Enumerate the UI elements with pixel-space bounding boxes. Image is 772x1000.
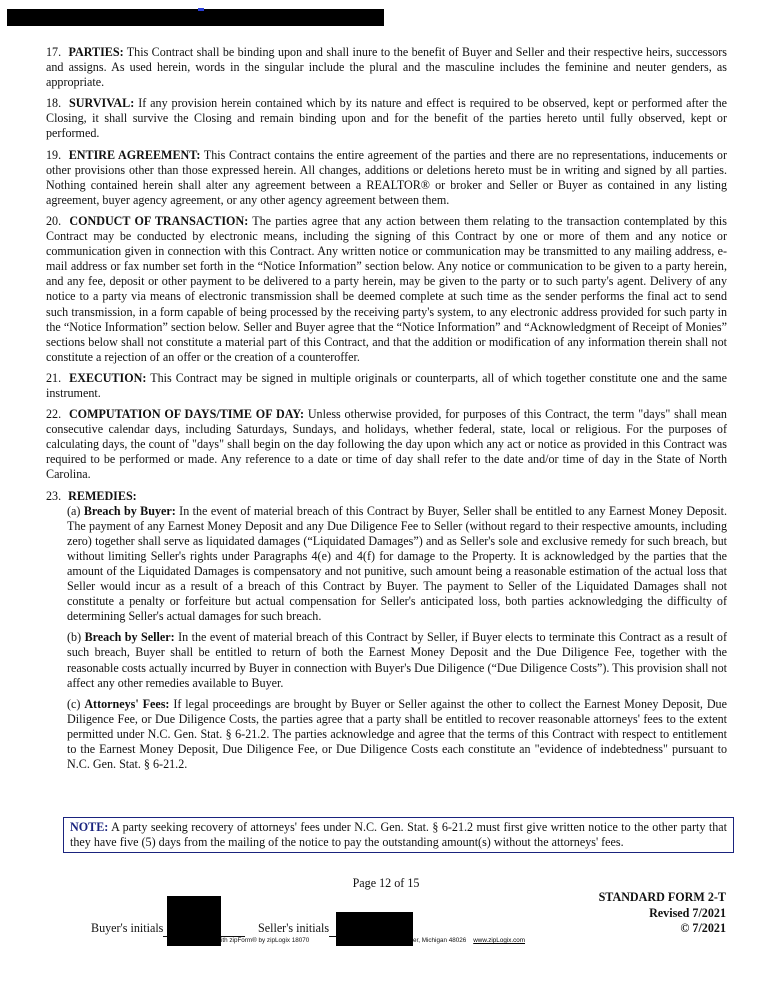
form-copyright: © 7/2021 <box>680 921 726 935</box>
zipform-address <box>413 937 525 944</box>
buyer-initials-label: Buyer's initials <box>91 921 164 935</box>
contract-body <box>46 45 727 778</box>
section-text: This Contract may be signed in multiple originals or counterparts, all of which together constitute one and the same instrument. <box>46 370 728 400</box>
section-text: Unless otherwise provided, for purposes of this Contract, the term "days" shall mean consecutive calendar days, including Saturdays, Sundays, and holidays, whether federal, state, local or religious. For the purposes of calculating days, the count of "days" shall begin on the day following the day upon which any act or notice as provided in this Contract was required to be performed or made. Any reference to a date or time of day shall refer to the date and/or time of day in the State of North Carolina. <box>46 407 727 482</box>
section-title: EXECUTION: <box>69 370 147 385</box>
page-number: Page 12 of 15 <box>352 876 420 890</box>
form-identifier <box>599 890 726 937</box>
section-number: 22. <box>46 407 62 422</box>
note-label: NOTE: <box>70 820 109 834</box>
remedy-attorneys-fees <box>67 697 727 772</box>
remedy-text: In the event of material breach of this Contract by Seller, if Buyer elects to terminate this Contract as a result of such breach, Buyer shall be entitled to return of both the Earnest Money Deposit and the Due Diligence Fee, together with the reasonable costs actually incurred by Buyer in connection with Buyer's Due Diligence (“Due Diligence Costs”). This provision shall not affect any other remedies available to Buyer. <box>67 630 728 690</box>
section-number: 19. <box>46 147 62 162</box>
remedy-breach-by-seller <box>67 630 727 690</box>
section-23-heading <box>46 489 727 504</box>
section-title: ENTIRE AGREEMENT: <box>68 147 201 162</box>
section-number: 18. <box>46 96 62 111</box>
section-text: This Contract shall be binding upon and shall inure to the benefit of Buyer and Seller and their respective heirs, successors and assigns. As used herein, words in the singular include the plural and the masculine includes the feminine and neuter genders, as appropriate. <box>46 45 728 90</box>
section-title: CONDUCT OF TRANSACTION: <box>69 213 249 228</box>
seller-initials-label: Seller's initials <box>258 921 330 935</box>
section-text: If any provision herein contained which by its nature and effect is required to be observed, kept or performed after the Closing, it shall survive the Closing and remain binding upon and for the benefit of the parties hereto until fully observed, kept or performed. <box>46 96 727 141</box>
zipform-location: er, Michigan 48026 <box>413 937 467 944</box>
section-number: 23. <box>46 488 62 503</box>
section-21 <box>46 371 727 401</box>
remedy-title: Breach by Buyer: <box>83 503 176 518</box>
note-box <box>63 817 734 853</box>
form-name: STANDARD FORM 2-T <box>598 890 726 904</box>
remedy-prefix: (b) <box>67 630 82 645</box>
section-text: This Contract contains the entire agreement of the parties and there are no representations, inducements or other provisions other than those expressed herein. All changes, additions or deletions hereto must be in writing and signed by all parties. Nothing contained herein shall alter any agreement between a REALTOR® or broker and Seller or Buyer as contained in any listing agreement, buyer agency agreement, or any other agency agreement between them. <box>46 147 727 207</box>
redaction-buyer-initials <box>167 896 221 946</box>
section-title: SURVIVAL: <box>69 96 135 111</box>
section-title: PARTIES: <box>68 45 124 59</box>
form-revised: Revised 7/2021 <box>649 905 726 920</box>
remedy-breach-by-buyer <box>67 504 727 625</box>
remedy-prefix: (c) <box>67 696 81 711</box>
redaction-seller-initials <box>336 912 413 946</box>
section-17 <box>46 45 727 90</box>
section-title: COMPUTATION OF DAYS/TIME OF DAY: <box>68 407 304 422</box>
section-20 <box>46 214 727 365</box>
section-18 <box>46 96 727 141</box>
section-19 <box>46 148 727 208</box>
note-text: A party seeking recovery of attorneys' fees under N.C. Gen. Stat. § 6-21.2 must first give written notice to the other party that they have five (5) days from the mailing of the notice to pay the outstanding amount(s) without the attorneys' fees. <box>70 820 727 850</box>
header-accent-mark <box>198 8 204 11</box>
section-title: REMEDIES: <box>68 488 137 503</box>
remedy-text: If legal proceedings are brought by Buyer or Seller against the other to collect the Earnest Money Deposit, Due Diligence Fee, or Due Diligence Costs, the parties agree that a party shall be entitled to recover reasonable attorneys' fees to the extent permitted under N.C. Gen. Stat. § 6-21.2. The parties acknowledge and agree that the terms of this Contract with respect to entitlement to the Earnest Money Deposit, Due Diligence Fee, or Due Diligence Costs each constitute an "evidence of indebtedness" pursuant to N.C. Gen. Stat. § 6-21.2. <box>67 696 727 772</box>
remedy-title: Attorneys' Fees: <box>84 696 170 711</box>
zipform-credit: ith zipForm® by zipLogix 18070 <box>221 937 310 944</box>
redaction-bar-header <box>7 9 384 26</box>
remedy-text: In the event of material breach of this Contract by Buyer, Seller shall be entitled to any Earnest Money Deposit. The payment of any Earnest Money Deposit and any Due Diligence Fee to Seller (without regard to their respective amounts, including zero) together shall serve as liquidated damages (“Liquidated Damages”) and as Seller's sole and exclusive remedy for such breach, but without limiting Seller's rights under Paragraphs 4(e) and 4(f) for damage to the Property. It is acknowledged by the parties that the amount of the Liquidated Damages is compensatory and not punitive, such amount being a reasonable estimation of the actual loss that Seller would incur as a result of a breach of this Contract by Buyer. The payment to Seller of the Liquidated Damages shall not constitute a penalty or forfeiture but actual compensation for Seller's anticipated loss, both parties acknowledging the difficulty of determining Seller's actual damages for such breach. <box>67 503 727 624</box>
section-number: 20. <box>46 213 62 228</box>
remedy-prefix: (a) <box>67 503 81 518</box>
ziplogix-link[interactable]: www.zipLogix.com <box>473 937 526 944</box>
section-number: 21. <box>46 370 62 385</box>
section-text: The parties agree that any action between them relating to the transaction contemplated by this Contract may be conducted by electronic means, including the signing of this Contract by one or more of them and any notice or communication given in connection with this Contract. Any written notice or communication may be transmitted to any mailing address, e-mail address or fax number set forth in the “Notice Information” section below. Any notice or communication to be given to a party herein, and any fee, deposit or other payment to be delivered to a party herein, may be given to the party or to such party's agent. Delivery of any notice to a party via means of electronic transmission shall be deemed complete at such time as the sender performs the final act to send such transmission, in a form capable of being processed by the receiving party's system, to any electronic address provided for such party in the “Notice Information” section below. Seller and Buyer agree that the “Notice Information” and “Acknowledgment of Receipt of Monies” sections below shall not constitute a material part of this Contract, and that the addition or modification of any information therein shall not constitute a rejection of an offer or the creation of a counteroffer. <box>46 213 727 364</box>
section-22 <box>46 407 727 482</box>
section-number: 17. <box>46 45 62 59</box>
remedy-title: Breach by Seller: <box>84 630 175 645</box>
